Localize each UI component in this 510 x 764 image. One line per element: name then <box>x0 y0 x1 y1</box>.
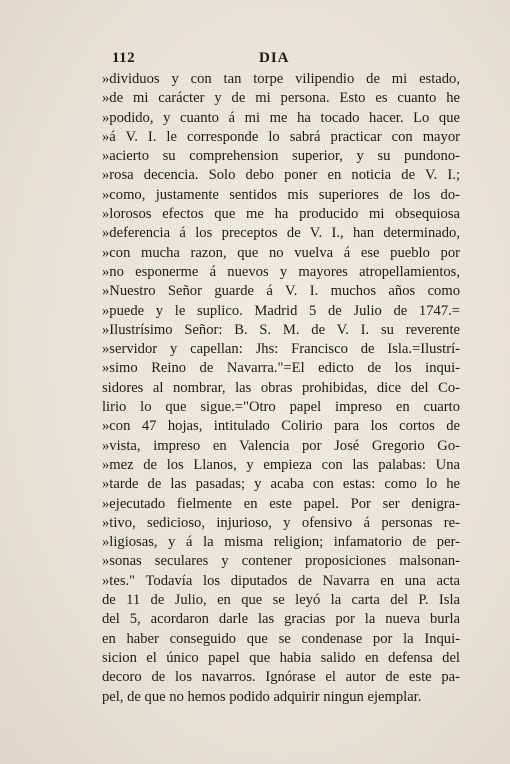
text-line: »vista, impreso en Valencia por José Gregorio Go- <box>102 437 460 454</box>
text-line: »podido, y cuanto á mi me ha tocado hacer. Lo que <box>102 109 460 126</box>
text-line: »con mucha razon, que no vuelva á ese pueblo por <box>102 244 460 261</box>
text-line: »Ilustrísimo Señor: B. S. M. de V. I. su reverente <box>102 321 460 338</box>
text-line: »rosa decencia. Solo debo poner en noticia de V. I.; <box>102 167 460 184</box>
running-head: DIA <box>259 50 290 66</box>
text-line: del 5, acordaron darle las gracias por la nueva burla <box>102 611 460 628</box>
text-line: en haber conseguido que se condenase por la Inqui- <box>102 630 460 647</box>
text-line: »deferencia á los preceptos de V. I., han determinado, <box>102 225 460 242</box>
text-line: »dividuos y con tan torpe vilipendio de mi estado, <box>102 71 460 87</box>
text-line: »con 47 hojas, intitulado Colirio para los cortos de <box>102 418 460 435</box>
text-line: »lorosos efectos que me ha producido mi obsequiosa <box>102 206 460 223</box>
text-line: de 11 de Julio, en que se leyó la carta del P. Isla <box>102 592 460 609</box>
text-line: »Nuestro Señor guarde á V. I. muchos años como <box>102 283 460 300</box>
text-line: »ligiosas, y á la misma religion; infamatorio de per- <box>102 534 460 551</box>
page-number: 112 <box>112 50 136 66</box>
text-line: »tivo, sedicioso, injurioso, y ofensivo á personas re- <box>102 514 460 531</box>
text-line: »servidor y capellan: Jhs: Francisco de Isla.=Ilustrí- <box>102 341 460 358</box>
text-line: »de mi carácter y de mi persona. Esto es cuanto he <box>102 90 460 107</box>
text-line: lirio lo que sigue.="Otro papel impreso en cuarto <box>102 399 460 416</box>
text-line: sicion el único papel que habia salido en defensa del <box>102 649 460 666</box>
text-line: »mez de los Llanos, y empieza con las palabas: Una <box>102 456 460 473</box>
text-line: »acierto su comprehension superior, y su pundono- <box>102 148 460 165</box>
text-line: sidores al nombrar, las obras prohibidas, dice del Co- <box>102 379 460 396</box>
text-line: decoro de los navarros. Ignórase el autor de este pa- <box>102 669 460 686</box>
text-line: »simo Reino de Navarra."=El edicto de los inqui- <box>102 360 460 377</box>
text-line: »no esponerme á nuevos y mayores atropellamientos, <box>102 263 460 280</box>
text-line: »ejecutado fielmente en este papel. Por ser denigra- <box>102 495 460 512</box>
page-header <box>112 50 467 70</box>
text-line: »puede y le suplico. Madrid 5 de Julio de 1747.= <box>102 302 460 319</box>
text-line: »como, justamente sentidos mis superiores de los do- <box>102 186 460 203</box>
text-line: »tes." Todavía los diputados de Navarra en una acta <box>102 572 460 589</box>
text-line: »á V. I. le corresponde lo sabrá practicar con mayor <box>102 128 460 145</box>
text-line: »sonas seculares y contener proposiciones malsonan- <box>102 553 460 570</box>
text-line: pel, de que no hemos podido adquirir ningun ejemplar. <box>102 688 422 705</box>
body-text <box>102 70 460 707</box>
text-line: »tarde de las pasadas; y acaba con estas: como lo he <box>102 476 460 493</box>
